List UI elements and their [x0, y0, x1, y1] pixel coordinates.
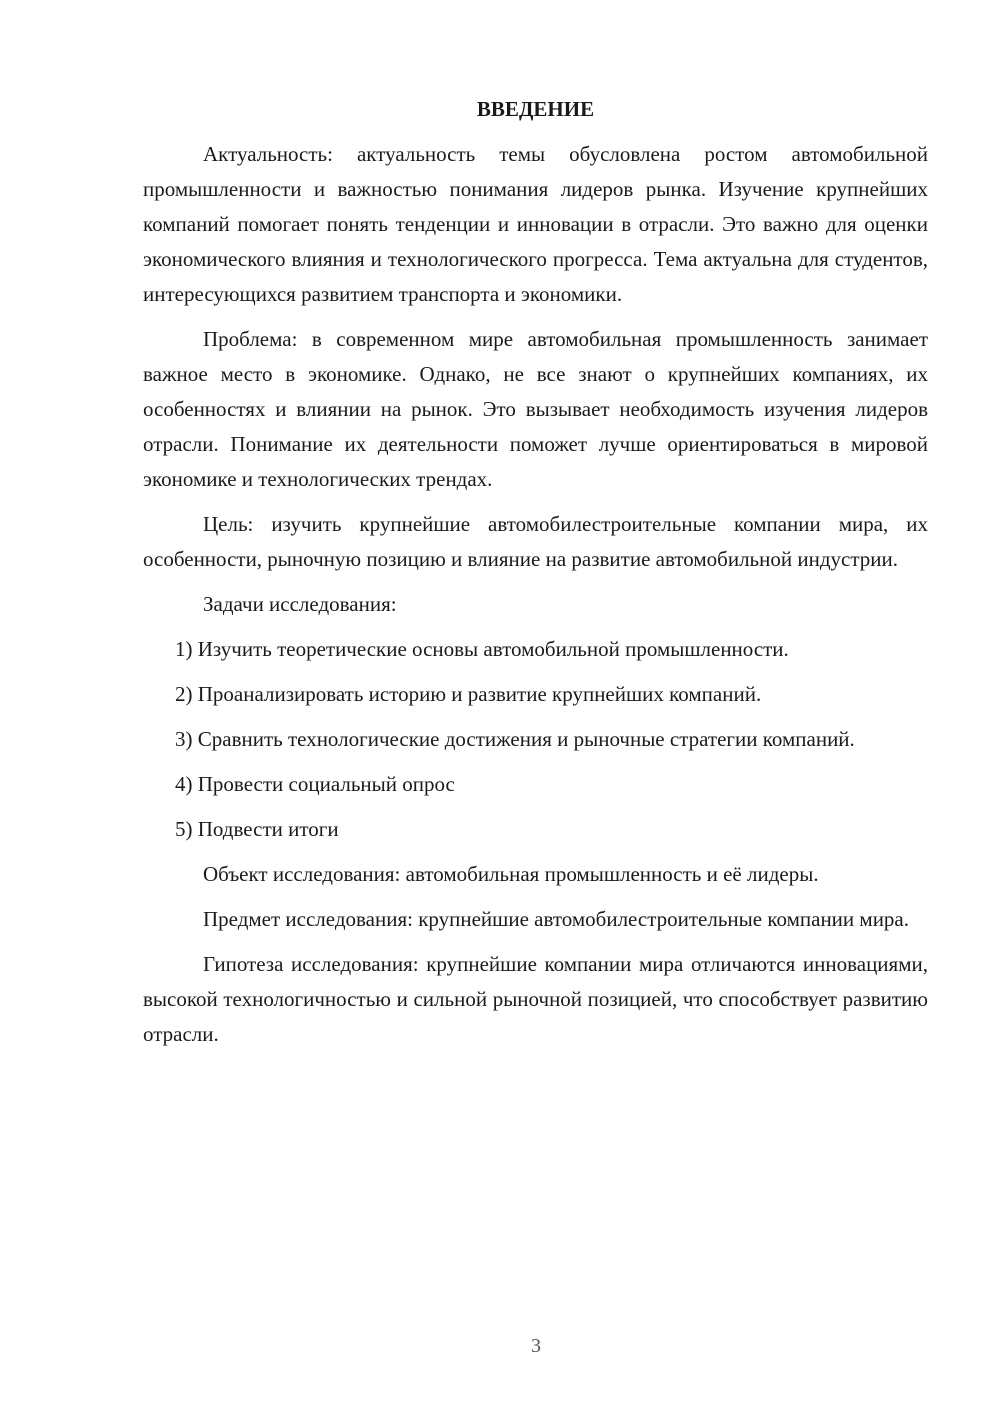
task-item-2: 2) Проанализировать историю и развитие крупнейших компаний.	[175, 682, 762, 706]
task-item-4: 4) Провести социальный опрос	[175, 772, 455, 796]
paragraph-relevance: Актуальность: актуальность темы обусловлена ростом автомобильной промышленности и важностью понимания лидеров рынка. Изучение крупнейших компаний помогает понять тенденции и инновации в отрасли. Это важно для оценки экономического влияния и технологического прогресса. Тема актуальна для студентов, интересующихся развитием транспорта и экономики.	[143, 142, 928, 306]
section-title: ВВЕДЕНИЕ	[476, 97, 595, 121]
document-body	[143, 92, 928, 1052]
paragraph-goal: Цель: изучить крупнейшие автомобилестроительные компании мира, их особенности, рыночную позицию и влияние на развитие автомобильной индустрии.	[143, 512, 928, 571]
task-item-1: 1) Изучить теоретические основы автомобильной промышленности.	[175, 637, 789, 661]
task-item-5: 5) Подвести итоги	[175, 817, 339, 841]
paragraph-tasks-heading: Задачи исследования:	[203, 592, 397, 616]
paragraph-problem: Проблема: в современном мире автомобильная промышленность занимает важное место в экономике. Однако, не все знают о крупнейших компаниях, их особенностях и влиянии на рынок. Это вызывает необходимость изучения лидеров отрасли. Понимание их деятельности поможет лучше ориентироваться в мировой экономике и технологических трендах.	[143, 327, 928, 491]
paragraph-subject: Предмет исследования: крупнейшие автомобилестроительные компании мира.	[203, 907, 910, 931]
page-number: 3	[531, 1335, 541, 1357]
paragraph-object: Объект исследования: автомобильная промышленность и её лидеры.	[203, 862, 819, 886]
paragraph-hypothesis: Гипотеза исследования: крупнейшие компании мира отличаются инновациями, высокой технологичностью и сильной рыночной позицией, что способствует развитию отрасли.	[143, 952, 928, 1046]
task-item-3: 3) Сравнить технологические достижения и рыночные стратегии компаний.	[175, 727, 855, 751]
